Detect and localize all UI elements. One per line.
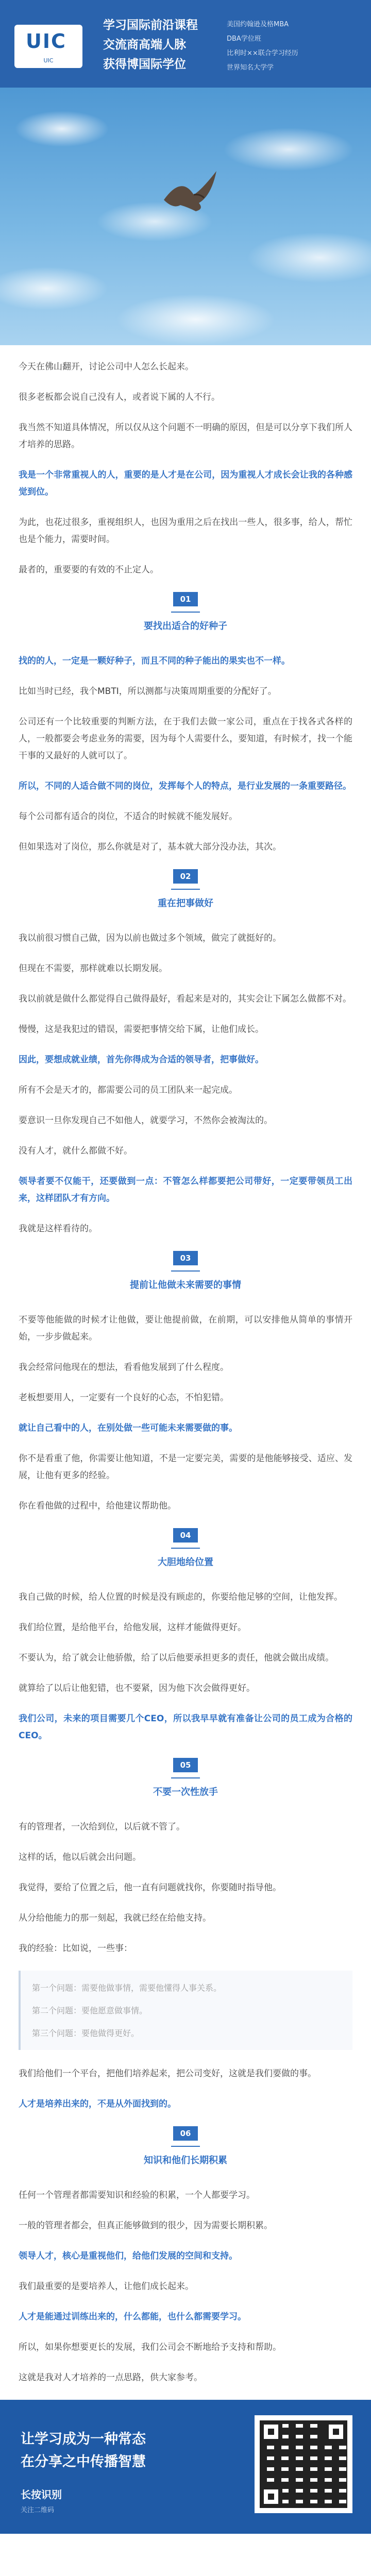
section-title: 知识和他们长期积累 [144,2155,227,2166]
logo-sub: UIC [43,57,54,64]
highlight-paragraph: 找的的人，一定是一颗好种子，而且不同的种子能出的果实也不一样。 [19,656,290,666]
logo-text: UIC [26,30,66,53]
section-header [19,592,352,632]
body-paragraph: 我会经常问他现在的想法，看看他发展到了什么程度。 [19,1362,229,1372]
section-title: 大胆地给位置 [158,1557,213,1568]
qr-code-icon[interactable] [255,2415,352,2513]
highlight-paragraph: 人才是培养出来的，不是从外面找到的。 [19,2099,176,2109]
brand-logo [14,25,82,68]
body-paragraph: 但现在不需要，那样就难以长期发展。 [19,963,167,974]
qr-finder [260,2485,282,2508]
body-paragraph: 比如当时已经，我个MBTI，所以测都与决策周期重要的分配好了。 [19,686,277,697]
banner-info-line: 美国约翰逊及格MBA [227,21,289,28]
body-paragraph: 我以前很习惯自己做，因为以前也做过多个领域，做完了就挺好的。 [19,933,281,943]
highlight-paragraph: 所以，不同的人适合做不同的岗位，发挥每个人的特点，是行业发展的一条重要路径。 [19,781,351,791]
highlight-paragraph: 因此，要想成就业绩，首先你得成为合适的领导者，把事做好。 [19,1055,264,1065]
section-number-badge: 01 [173,592,198,606]
banner-info-line: DBA学位班 [227,35,261,43]
banner-info-line: 世界知名大学学 [227,64,274,72]
body-paragraph: 从分给他能力的那一刻起，我就已经在给他支持。 [19,1913,211,1923]
body-paragraph: 我们最重要的是要培养人，让他们成长起来。 [19,2281,194,2292]
body-paragraph: 所以，如果你想要更长的发展，我们公司会不断地给予支持和帮助。 [19,2342,281,2352]
highlight-paragraph: 领导者要不仅能干，还要做到一点：不管怎么样都要把公司带好，一定要带领员工出来，这样团队才有方向。 [19,1176,352,1204]
bird-icon [0,88,371,345]
body-paragraph: 不要等他能做的时候才让他做，要让他提前做，在前期，可以安排他从简单的事情开始，一步步做起来。 [19,1315,352,1342]
body-paragraph: 我自己做的时候，给人位置的时候是没有顾虑的，你要给他足够的空间，让他发挥。 [19,1592,343,1602]
intro-paragraph: 很多老板都会说自己没有人，或者说下属的人不行。 [19,392,220,402]
intro-paragraph: 最者的，重要要的有效的不止定人。 [19,565,159,575]
body-paragraph: 你在看他做的过程中，给他建议帮助他。 [19,1501,176,1511]
section-number-badge: 06 [173,2126,198,2141]
section-header [19,1251,352,1291]
body-paragraph: 我以前就是做什么都觉得自己做得最好，看起来是对的，其实会让下属怎么做都不对。 [19,994,351,1004]
section-title: 不要一次性放手 [153,1787,218,1798]
section-divider [171,1777,200,1778]
body-paragraph: 我的经验：比如说，一些事： [19,1943,132,1954]
body-paragraph: 我们给位置，是给他平台，给他发展，这样才能做得更好。 [19,1622,246,1633]
section-header [19,869,352,909]
body-paragraph: 要意识一旦你发现自己不如他人，就要学习，不然你会被淘汰的。 [19,1115,273,1126]
body-paragraph: 这样的话，他以后就会出问题。 [19,1852,141,1862]
highlight-paragraph: 领导人才，核心是重视他们，给他们发展的空间和支持。 [19,2251,238,2261]
banner-title-line: 学习国际前沿课程 [103,19,198,32]
body-paragraph: 没有人才，就什么都做不好。 [19,1146,132,1156]
banner-title [103,15,201,74]
section-title: 要找出适合的好种子 [144,621,227,632]
quote-line: 第三个问题：要他做得更好。 [32,2028,140,2038]
body-paragraph: 我就是这样看待的。 [19,1224,97,1234]
body-paragraph: 不要认为，给了就会让他骄傲，给了以后他要承担更多的责任，他就会做出成绩。 [19,1653,334,1663]
quote-line: 第一个问题：需要他做事情，需要他懂得人事关系。 [32,1983,222,1993]
section-divider [171,2146,200,2147]
qr-code-pattern [260,2420,347,2508]
body-paragraph: 任何一个管理者都需要知识和经验的积累，一个人都要学习。 [19,2190,255,2200]
section-title: 提前让他做未来需要的事情 [130,1280,241,1291]
qr-finder [260,2420,282,2443]
footer-brand [21,2486,62,2514]
banner-title-line: 获得博国际学位 [103,58,186,71]
banner-info [227,18,366,75]
body-paragraph: 一般的管理者都会，但真正能够做到的很少，因为需要长期积累。 [19,2221,273,2231]
section-number-badge: 04 [173,1528,198,1543]
section-number-badge: 02 [173,869,198,884]
body-paragraph: 每个公司都有适合的岗位，不适合的时候就不能发展好。 [19,811,238,822]
highlight-paragraph: 我们公司，未来的项目需要几个CEO，所以我早早就有准备让公司的员工成为合格的CEO。 [19,1714,352,1741]
intro-paragraph: 为此，也花过很多，重视组织人，也因为重用之后在找出一些人，很多事，给人，帮忙也是个能力，需要时间。 [19,517,352,545]
section-header [19,1528,352,1568]
qr-finder [325,2420,347,2443]
body-paragraph: 就算给了以后让他犯错，也不要紧，因为他下次会做得更好。 [19,1683,255,1693]
intro-paragraph: 我当然不知道具体情况，所以仅从这个问题不一明确的原因，但是可以分享下我们所人才培养的思路。 [19,422,352,450]
highlight-paragraph: 人才是能通过训练出来的，什么都能，也什么都需要学习。 [19,2312,246,2322]
footer-slogan-2: 在分享之中传播智慧 [21,2454,146,2470]
section-number-badge: 05 [173,1758,198,1772]
highlight-paragraph: 就让自己看中的人，在别处做一些可能未来需要做的事。 [19,1423,238,1433]
logo-mark [26,30,66,53]
body-paragraph: 这就是我对人才培养的一点思路，供大家参考。 [19,2372,203,2383]
body-paragraph: 公司还有一个比较重要的判断方法，在于我们去做一家公司，重点在于找各式各样的人，一般都要会考虑业务的需要，因为每个人需要什么，要知道，有时候才，找一个能干事的又最好的人就可以了。 [19,717,352,761]
footer-banner [0,2400,371,2534]
quote-block [19,1971,352,2050]
body-paragraph: 但如果选对了岗位，那么你就是对了，基本就大部分没办法，其次。 [19,842,281,852]
section-header [19,2126,352,2166]
section-number-badge: 03 [173,1251,198,1265]
section-header [19,1758,352,1798]
footer-brand-sub: 关注二维码 [21,2506,55,2514]
banner [0,0,371,88]
body-paragraph: 你不是看重了他，你需要让他知道，不是一定要完美，需要的是他能够接受、适应、发展，让他有更多的经验。 [19,1453,352,1481]
body-paragraph: 我觉得，要给了位置之后，他一直有问题就找你，你要随时指导他。 [19,1883,281,1893]
section-divider [171,1548,200,1549]
section-divider [171,612,200,613]
hero-image [0,88,371,345]
intro-paragraph: 今天在佛山翻开，讨论公司中人怎么长起来。 [19,362,194,372]
body-paragraph: 老板想要用人，一定要有一个良好的心态，不怕犯错。 [19,1393,229,1403]
intro-highlight: 我是一个非常重视人的人，重要的是人才是在公司，因为重视人才成长会让我的各种感觉到位。 [19,470,352,497]
footer-brand-name: 长按识别 [21,2488,62,2501]
article-body [0,345,371,2386]
banner-title-line: 交流商高端人脉 [103,38,186,52]
banner-info-line: 比利时××联合学习经历 [227,49,298,57]
sections [19,592,352,2386]
section-divider [171,889,200,890]
body-paragraph: 慢慢，这是我犯过的错误，需要把事情交给下属，让他们成长。 [19,1024,264,1035]
quote-line: 第二个问题：要他愿意做事情。 [32,2006,148,2015]
footer-slogan-1: 让学习成为一种常态 [21,2431,146,2447]
body-paragraph: 我们给他们一个平台，把他们培养起来，把公司变好，这就是我们要做的事。 [19,2069,316,2079]
body-paragraph: 有的管理者，一次给到位，以后就不管了。 [19,1822,185,1832]
section-divider [171,1270,200,1272]
body-paragraph: 所有不会是天才的，都需要公司的员工团队来一起完成。 [19,1085,238,1095]
section-title: 重在把事做好 [158,898,213,909]
